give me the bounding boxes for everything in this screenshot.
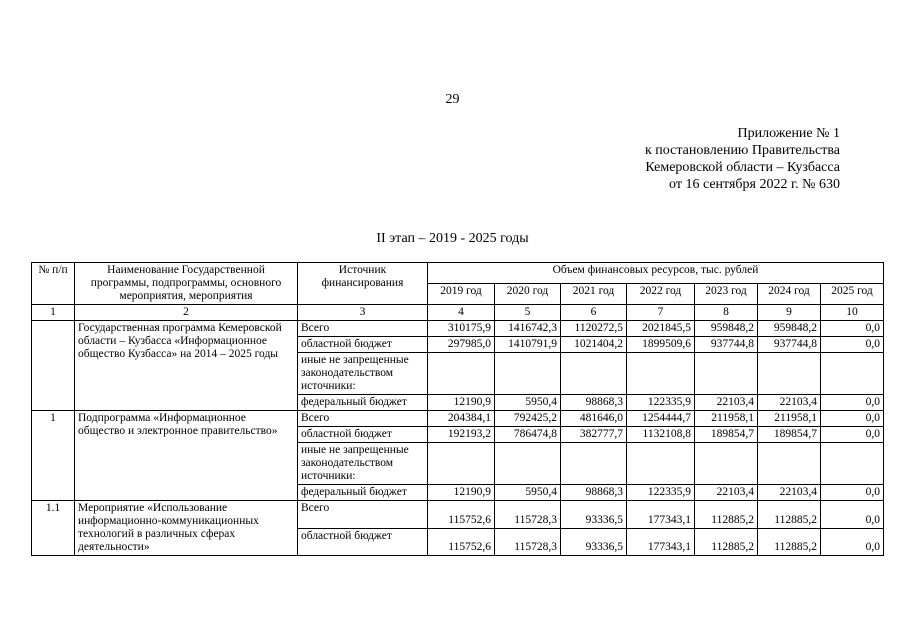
amount-cell: 1416742,3 (495, 321, 561, 337)
row-number: 1.1 (32, 501, 75, 556)
header-year: 2021 год (561, 284, 627, 305)
amount-cell: 792425,2 (495, 411, 561, 427)
amount-cell: 0,0 (821, 395, 884, 411)
appendix-block (600, 125, 840, 193)
amount-cell: 112885,2 (695, 528, 758, 556)
amount-cell: 98868,3 (561, 395, 627, 411)
amount-cell: 1899509,6 (627, 337, 695, 353)
amount-cell (627, 443, 695, 485)
col-number: 7 (627, 305, 695, 321)
program-name: Подпрограмма «Информационное общество и электронное правительство» (75, 411, 298, 501)
header-source: Источник финансирования (298, 263, 428, 305)
col-number: 1 (32, 305, 75, 321)
stage-title: II этап – 2019 - 2025 годы (376, 231, 529, 246)
col-number: 6 (561, 305, 627, 321)
amount-cell (561, 443, 627, 485)
header-year: 2023 год (695, 284, 758, 305)
funding-source: иные не запрещенные законодательством источники: (298, 443, 428, 485)
amount-cell: 310175,9 (428, 321, 495, 337)
amount-cell (758, 443, 821, 485)
funding-source: областной бюджет (298, 427, 428, 443)
col-number: 3 (298, 305, 428, 321)
funding-source: областной бюджет (298, 337, 428, 353)
col-number: 9 (758, 305, 821, 321)
amount-cell: 12190,9 (428, 485, 495, 501)
amount-cell: 5950,4 (495, 485, 561, 501)
row-number: 1 (32, 411, 75, 501)
amount-cell: 189854,7 (758, 427, 821, 443)
amount-cell: 22103,4 (758, 485, 821, 501)
table-row (32, 501, 884, 529)
appendix-line: от 16 сентября 2022 г. № 630 (669, 177, 840, 192)
amount-cell: 22103,4 (695, 395, 758, 411)
amount-cell: 1021404,2 (561, 337, 627, 353)
amount-cell: 2021845,5 (627, 321, 695, 337)
amount-cell: 0,0 (821, 528, 884, 556)
financing-table (31, 262, 884, 556)
appendix-line: Приложение № 1 (737, 126, 840, 141)
col-number: 5 (495, 305, 561, 321)
amount-cell: 115728,3 (495, 501, 561, 529)
page-number: 29 (445, 92, 460, 107)
amount-cell (627, 353, 695, 395)
amount-cell: 98868,3 (561, 485, 627, 501)
amount-cell: 1254444,7 (627, 411, 695, 427)
amount-cell: 112885,2 (695, 501, 758, 529)
amount-cell: 0,0 (821, 321, 884, 337)
amount-cell: 189854,7 (695, 427, 758, 443)
col-number: 10 (821, 305, 884, 321)
table-row (32, 411, 884, 427)
amount-cell: 382777,7 (561, 427, 627, 443)
amount-cell: 1410791,9 (495, 337, 561, 353)
amount-cell: 481646,0 (561, 411, 627, 427)
amount-cell (821, 353, 884, 395)
amount-cell: 122335,9 (627, 395, 695, 411)
amount-cell: 0,0 (821, 411, 884, 427)
header-name: Наименование Государственной программы, подпрограммы, основного мероприятия, мероприятия (75, 263, 298, 305)
amount-cell: 177343,1 (627, 501, 695, 529)
amount-cell: 211958,1 (695, 411, 758, 427)
amount-cell: 115728,3 (495, 528, 561, 556)
funding-source: федеральный бюджет (298, 395, 428, 411)
amount-cell: 959848,2 (758, 321, 821, 337)
header-year: 2020 год (495, 284, 561, 305)
amount-cell: 0,0 (821, 485, 884, 501)
amount-cell: 22103,4 (758, 395, 821, 411)
col-number: 2 (75, 305, 298, 321)
header-year: 2024 год (758, 284, 821, 305)
amount-cell: 112885,2 (758, 528, 821, 556)
amount-cell: 192193,2 (428, 427, 495, 443)
amount-cell: 937744,8 (758, 337, 821, 353)
amount-cell: 5950,4 (495, 395, 561, 411)
amount-cell (495, 443, 561, 485)
row-number (32, 321, 75, 411)
funding-source: иные не запрещенные законодательством источники: (298, 353, 428, 395)
amount-cell: 0,0 (821, 337, 884, 353)
amount-cell: 93336,5 (561, 501, 627, 529)
amount-cell: 112885,2 (758, 501, 821, 529)
amount-cell: 177343,1 (627, 528, 695, 556)
funding-source: областной бюджет (298, 528, 428, 556)
amount-cell (695, 353, 758, 395)
program-name: Государственная программа Кемеровской области – Кузбасса «Информационное общество Кузбасса» на 2014 – 2025 годы (75, 321, 298, 411)
amount-cell: 0,0 (821, 427, 884, 443)
amount-cell (821, 443, 884, 485)
amount-cell: 115752,6 (428, 528, 495, 556)
amount-cell: 786474,8 (495, 427, 561, 443)
funding-source: Всего (298, 321, 428, 337)
amount-cell: 204384,1 (428, 411, 495, 427)
amount-cell (758, 353, 821, 395)
amount-cell: 0,0 (821, 501, 884, 529)
amount-cell: 297985,0 (428, 337, 495, 353)
amount-cell (561, 353, 627, 395)
amount-cell: 12190,9 (428, 395, 495, 411)
amount-cell: 937744,8 (695, 337, 758, 353)
col-number: 8 (695, 305, 758, 321)
amount-cell (428, 443, 495, 485)
header-year: 2025 год (821, 284, 884, 305)
funding-source: федеральный бюджет (298, 485, 428, 501)
appendix-line: Кемеровской области – Кузбасса (645, 160, 840, 175)
appendix-line: к постановлению Правительства (644, 143, 840, 158)
funding-source: Всего (298, 411, 428, 427)
header-volume: Объем финансовых ресурсов, тыс. рублей (428, 263, 884, 284)
amount-cell (695, 443, 758, 485)
amount-cell: 1120272,5 (561, 321, 627, 337)
amount-cell: 122335,9 (627, 485, 695, 501)
funding-source: Всего (298, 501, 428, 529)
header-year: 2019 год (428, 284, 495, 305)
table-row (32, 321, 884, 337)
amount-cell (495, 353, 561, 395)
amount-cell: 115752,6 (428, 501, 495, 529)
header-year: 2022 год (627, 284, 695, 305)
amount-cell: 211958,1 (758, 411, 821, 427)
amount-cell: 22103,4 (695, 485, 758, 501)
amount-cell: 1132108,8 (627, 427, 695, 443)
col-number: 4 (428, 305, 495, 321)
header-num: № п/п (32, 263, 75, 305)
amount-cell: 959848,2 (695, 321, 758, 337)
amount-cell: 93336,5 (561, 528, 627, 556)
program-name: Мероприятие «Использование информационно-коммуникационных технологий в различных сферах деятельности» (75, 501, 298, 556)
amount-cell (428, 353, 495, 395)
